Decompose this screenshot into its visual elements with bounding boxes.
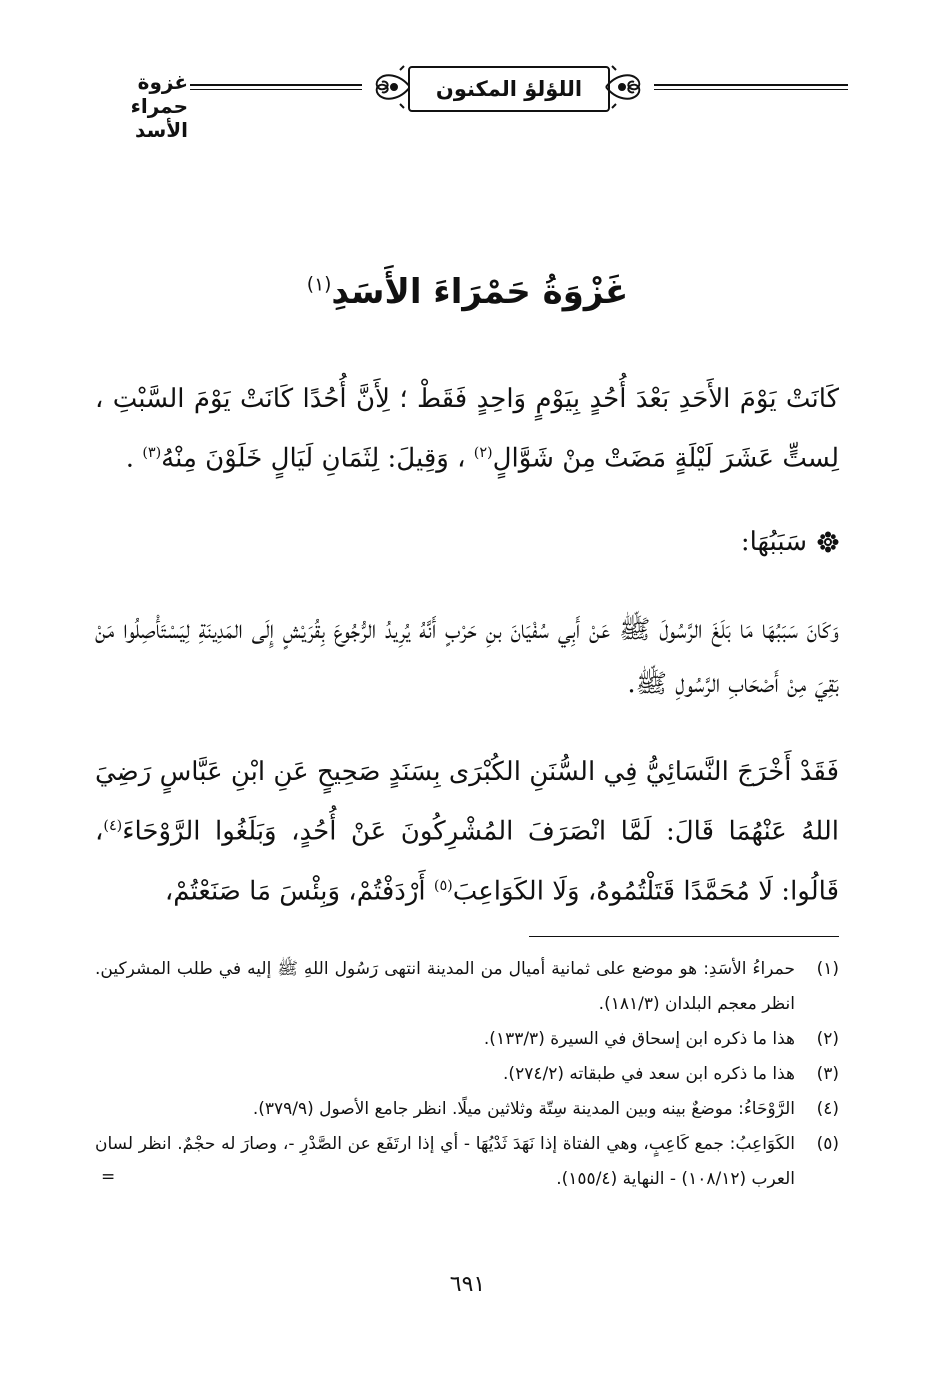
paragraph-narration-text-a: فَقَدْ أَخْرَجَ النَّسَائِيُّ فِي السُّنَنِ الكُبْرَى بِسَنَدٍ صَحِيحٍ عَنِ ابْنِ عَبَّاسٍ رَضِيَ اللهُ عَنْهُمَا قَالَ: لَمَّا انْصَرَفَ المُشْرِكُونَ عَنْ أُحُدٍ، وَبَلَغُوا الرَّوْحَاءَ (95, 757, 839, 847)
ornament-right-icon (602, 64, 646, 110)
footnote-number: (٢) (816, 1029, 839, 1049)
header-rule-left (190, 84, 362, 90)
footnote-number: (٥) (816, 1134, 839, 1154)
paragraph-narration-text-b: ، قَالُوا: لَا مُحَمَّدًا قَتَلْتُمُوهُ، وَلَا الكَوَاعِبَ (95, 816, 839, 907)
chapter-title (0, 272, 935, 312)
footnote-ref-4: (٤) (103, 818, 123, 834)
paragraph-date-text-c: . (125, 443, 143, 474)
page-number: ٦٩١ (449, 1272, 486, 1297)
footnote-text: حمراءُ الأسَدِ: هو موضع على ثمانية أميال من المدينة انتهى رَسُول اللهِ ﷺ إليه في طلب المشركين. انظر معجم البلدان (١٨١/٣). (95, 959, 795, 1014)
footnote-ref-5: (٥) (433, 877, 453, 894)
paragraph-cause: وَكَانَ سَبَبُهَا مَا بَلَغَ الرَّسُولَ ﷺ عَنْ أَبِي سُفْيَانَ بنِ حَرْبٍ أَنَّهُ يُرِيدُ الرُّجُوعَ بِقُرَيْشٍ إِلَى المَدِينَةِ لِيَسْتَأْصِلُوا مَنْ بَقِيَ مِنْ أَصْحَابِ الرَّسُولِ ﷺ. (95, 615, 839, 699)
footnote-ref-3: (٣) (142, 445, 162, 461)
footnote-3 (95, 1057, 839, 1092)
paragraph-narration (95, 745, 839, 918)
footnote-ref-1: (١) (306, 274, 332, 296)
footnote-number: (٣) (816, 1064, 839, 1084)
footnote-5 (95, 1127, 839, 1197)
running-header (88, 60, 848, 142)
subheading-text: سَبَبُهَا: (740, 527, 807, 557)
flower-bullet-icon (817, 531, 839, 553)
header-book-title: اللؤلؤ المكنون (408, 66, 610, 112)
footnote-text: الكَوَاعِبُ: جمع كَاعِبٍ، وهي الفتاة إذا نَهَدَ ثَدْيُهَا - أي إذا ارتَفَع عن الصَّدْرِ -، وصارَ له حجْمٌ. انظر لسان العرب (١٠٨/١٢) - النهاية (١٥٥/٤). (95, 1134, 795, 1189)
footnote-ref-2: (٢) (473, 445, 493, 461)
footnote-number: (٤) (816, 1099, 839, 1119)
footnote-2 (95, 1022, 839, 1057)
header-rule-right (654, 84, 848, 90)
header-chapter-title: غزوة حمراء الأسد (130, 70, 188, 142)
footnote-text: الرَّوْحَاءُ: موضعٌ بينه وبين المدينة سِتّة وثلاثين ميلًا. انظر جامع الأصول (٣٧٩/٩). (252, 1099, 795, 1119)
footnote-number: (١) (816, 959, 839, 979)
paragraph-narration-text-c: أَرْدَفْتُمْ، وَبِئْسَ مَا صَنَعْتُمْ، (164, 876, 434, 907)
header-cartouche (370, 60, 646, 116)
paragraph-date-text-a: كَانَتْ يَوْمَ الأَحَدِ بَعْدَ أُحُدٍ بِيَوْمٍ وَاحِدٍ فَقَطْ ؛ لِأَنَّ أُحُدًا كَانَتْ يَوْمَ السَّبْتِ ، لِستٍّ عَشَرَ لَيْلَةٍ مَضَتْ مِنْ شَوَّالٍ (95, 384, 839, 474)
section-subheading (741, 527, 839, 557)
footnote-4 (95, 1092, 839, 1127)
footnote-separator (529, 936, 839, 937)
footnotes (95, 952, 839, 1197)
paragraph-date-text-b: ، وَقِيلَ: لِثَمَانِ لَيَالٍ خَلَوْنَ مِنْهُ (161, 443, 474, 474)
footnote-text: هذا ما ذكره ابن سعد في طبقاته (٢٧٤/٢). (503, 1064, 795, 1084)
footnote-text: هذا ما ذكره ابن إسحاق في السيرة (١٣٣/٣). (483, 1029, 795, 1049)
footnote-1 (95, 952, 839, 1022)
continuation-mark: = (101, 1167, 116, 1187)
paragraph-date (95, 372, 839, 486)
chapter-title-text: غَزْوَةُ حَمْرَاءَ الأَسَدِ (331, 272, 629, 312)
